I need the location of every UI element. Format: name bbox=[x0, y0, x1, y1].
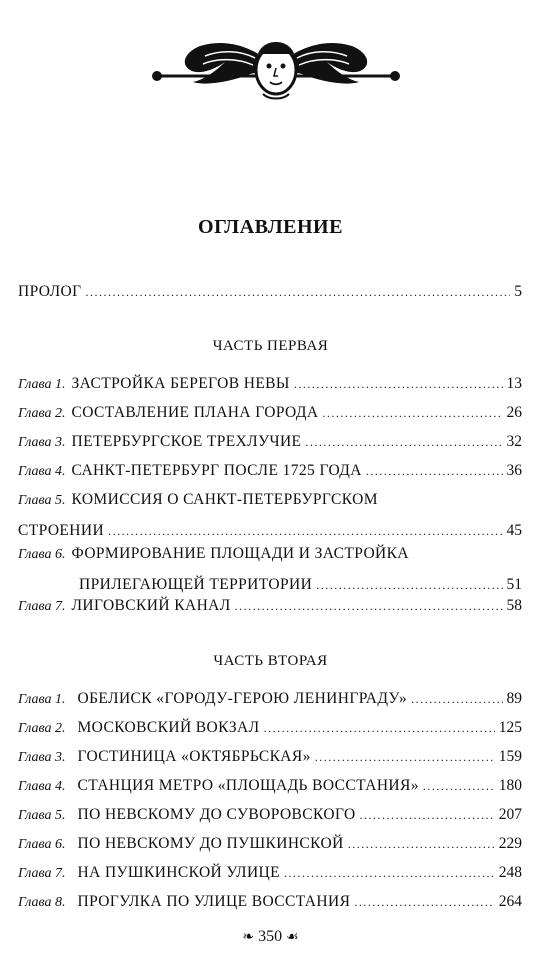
toc-entry[interactable] bbox=[18, 688, 522, 711]
entry-text: НА ПУШКИНСКОЙ УЛИЦЕ bbox=[77, 864, 281, 881]
chapter-label: Глава 1. bbox=[18, 377, 66, 392]
chapter-label: Глава 6. bbox=[18, 837, 66, 852]
dot-leader bbox=[294, 373, 503, 395]
page-number: 207 bbox=[498, 806, 522, 823]
dot-leader bbox=[411, 688, 502, 710]
chapter-label: Глава 4. bbox=[18, 779, 66, 794]
entry-text: ГОСТИНИЦА «ОКТЯБРЬСКАЯ» bbox=[77, 748, 311, 765]
page-number: 32 bbox=[506, 433, 522, 450]
entry-text: ЗАСТРОЙКА БЕРЕГОВ НЕВЫ bbox=[71, 375, 290, 392]
toc-entry[interactable] bbox=[18, 717, 522, 740]
dot-leader bbox=[348, 833, 495, 855]
chapter-label: Глава 1. bbox=[18, 692, 66, 707]
toc-entry[interactable] bbox=[18, 746, 522, 769]
dot-leader bbox=[366, 460, 503, 482]
entry-text: СТАНЦИЯ МЕТРО «ПЛОЩАДЬ ВОССТАНИЯ» bbox=[77, 777, 419, 794]
toc-entry[interactable] bbox=[18, 775, 522, 798]
page-number: 125 bbox=[498, 719, 522, 736]
toc-entry[interactable] bbox=[18, 543, 522, 596]
entry-text: ЛИГОВСКИЙ КАНАЛ bbox=[71, 597, 231, 614]
chapter-label: Глава 5. bbox=[18, 808, 66, 823]
dot-leader bbox=[354, 891, 494, 913]
toc-entry[interactable] bbox=[18, 595, 522, 618]
entry-text: СОСТАВЛЕНИЕ ПЛАНА ГОРОДА bbox=[71, 404, 319, 421]
page-number: 5 bbox=[514, 283, 522, 300]
chapter-label: Глава 7. bbox=[18, 866, 66, 881]
part-heading: ЧАСТЬ ПЕРВАЯ bbox=[212, 338, 329, 354]
toc-entry[interactable] bbox=[18, 833, 522, 856]
dot-leader bbox=[86, 281, 511, 303]
toc-entry[interactable] bbox=[18, 460, 522, 483]
dot-leader bbox=[360, 804, 495, 826]
entry-text: ПО НЕВСКОМУ ДО СУВОРОВСКОГО bbox=[77, 806, 356, 823]
dot-leader bbox=[315, 746, 495, 768]
entry-text: ПРОЛОГ bbox=[18, 283, 82, 300]
entry-text: САНКТ-ПЕТЕРБУРГ ПОСЛЕ 1725 ГОДА bbox=[71, 462, 362, 479]
page-number: 248 bbox=[498, 864, 522, 881]
toc-entry[interactable] bbox=[18, 402, 522, 425]
dot-leader bbox=[264, 717, 495, 739]
dot-leader bbox=[316, 574, 502, 596]
page-number: 36 bbox=[506, 462, 522, 479]
page-number: 264 bbox=[498, 893, 522, 910]
entry-text-continued: СТРОЕНИИ bbox=[18, 522, 105, 539]
page-number: 13 bbox=[506, 375, 522, 392]
swash-right-icon: ☙ bbox=[286, 930, 299, 945]
page-number: 180 bbox=[498, 777, 522, 794]
dot-leader bbox=[284, 862, 495, 884]
chapter-label: Глава 3. bbox=[18, 435, 66, 450]
chapter-label: Глава 4. bbox=[18, 464, 66, 479]
toc-entry-prologue[interactable] bbox=[18, 281, 522, 303]
toc-entry[interactable] bbox=[18, 804, 522, 827]
page-number: 26 bbox=[506, 404, 522, 421]
toc-entry[interactable] bbox=[18, 373, 522, 396]
chapter-label: Глава 5. bbox=[18, 493, 66, 508]
entry-text: КОМИССИЯ О САНКТ-ПЕТЕРБУРГСКОМ bbox=[71, 491, 378, 508]
page-number: 89 bbox=[506, 690, 522, 707]
dot-leader bbox=[305, 431, 502, 453]
dot-leader bbox=[322, 402, 502, 424]
page-number: 159 bbox=[498, 748, 522, 765]
page-number: 58 bbox=[506, 597, 522, 614]
dot-leader bbox=[423, 775, 495, 797]
chapter-label: Глава 3. bbox=[18, 750, 66, 765]
chapter-label: Глава 8. bbox=[18, 895, 66, 910]
part-heading: ЧАСТЬ ВТОРАЯ bbox=[213, 653, 328, 669]
toc-entry[interactable] bbox=[18, 489, 522, 542]
entry-text: ПО НЕВСКОМУ ДО ПУШКИНСКОЙ bbox=[77, 835, 344, 852]
entry-text: ПРОГУЛКА ПО УЛИЦЕ ВОССТАНИЯ bbox=[77, 893, 351, 910]
toc-entry[interactable] bbox=[18, 862, 522, 885]
page-number: 229 bbox=[498, 835, 522, 852]
page-footer bbox=[0, 928, 541, 946]
swash-left-icon: ❧ bbox=[242, 930, 255, 945]
dot-leader bbox=[235, 595, 503, 617]
winged-mask-ornament-icon bbox=[145, 28, 407, 114]
chapter-label: Глава 2. bbox=[18, 406, 66, 421]
footer-page-number: 350 bbox=[258, 928, 283, 945]
toc-title: ОГЛАВЛЕНИЕ bbox=[198, 216, 343, 238]
chapter-label: Глава 7. bbox=[18, 599, 66, 614]
entry-text: ОБЕЛИСК «ГОРОДУ-ГЕРОЮ ЛЕНИНГРАДУ» bbox=[77, 690, 408, 707]
dot-leader bbox=[108, 520, 502, 542]
toc-entry[interactable] bbox=[18, 891, 522, 914]
entry-text-continued: ПРИЛЕГАЮЩЕЙ ТЕРРИТОРИИ bbox=[79, 576, 313, 593]
page-number: 51 bbox=[506, 576, 522, 593]
entry-text: МОСКОВСКИЙ ВОКЗАЛ bbox=[77, 719, 260, 736]
entry-text: ПЕТЕРБУРГСКОЕ ТРЕХЛУЧИЕ bbox=[71, 433, 302, 450]
toc-entry[interactable] bbox=[18, 431, 522, 454]
chapter-label: Глава 2. bbox=[18, 721, 66, 736]
page-number: 45 bbox=[506, 522, 522, 539]
chapter-label: Глава 6. bbox=[18, 547, 66, 562]
entry-text: ФОРМИРОВАНИЕ ПЛОЩАДИ И ЗАСТРОЙКА bbox=[71, 545, 409, 562]
